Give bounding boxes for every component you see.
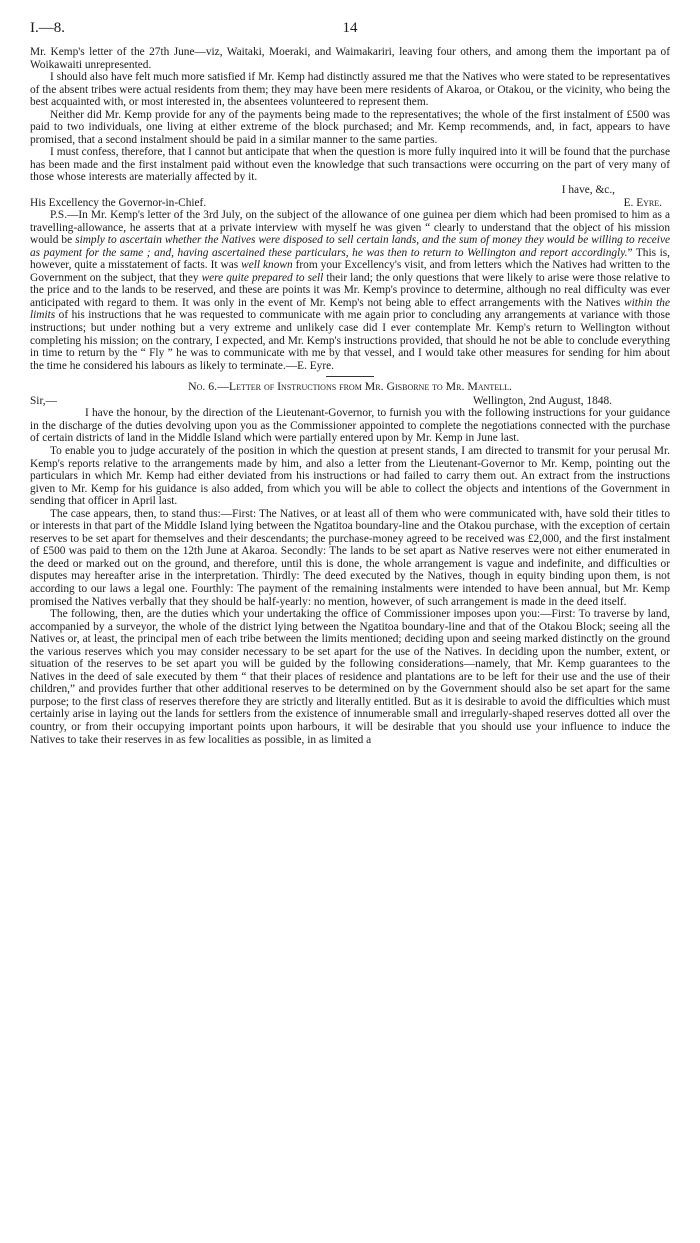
paragraph-2: I should also have felt much more satisfied if Mr. Kemp had distinctly assured me that the Natives who were stated to be representatives of the absent tribes were actual residents from them; they may have been mere residents of Akaroa, or Otakou, or the vicinity, who being the best acquainted with, or most interested in, the absentees volunteered to represent them. [30, 71, 670, 109]
ps-text-4: their land; the only questions that were likely to arise were those relative to the price and to the lands to be reserved, and these are points it was Mr. Kemp's province to determine, although no real difficulty was ever anticipated with regard to them. It was only in the event of Mr. Kemp's not being able to effect arrangements with the Natives [30, 271, 670, 309]
signature: E. Eyre. [623, 196, 662, 209]
instructions-paragraph-1: I have the honour, by the direction of the Lieutenant-Governor, to furnish you with the following instructions for your guidance in the discharge of the duties devolving upon you as the Commissioner appointed to complete the negotiations connected with the purchase of certain districts of land in the Middle Island which were partially entered upon by Mr. Kemp in June last. [30, 407, 670, 445]
date-line: Wellington, 2nd August, 1848. [473, 394, 612, 407]
page-number: 14 [342, 20, 358, 36]
ps-italic-1: simply to ascertain whether the Natives were disposed to sell certain lands, and the sum of money they would be willing to receive as payment for the same ; and, having ascertained these particulars, he was then to return to Wellington and report accordingly. [30, 234, 671, 259]
ps-italic-3: were quite prepared to sell [201, 271, 324, 284]
ps-text-1: P.S.—In Mr. Kemp's letter of the 3rd July, on the subject of the allowance of one guinea per diem which had been promised to him as a travelling-allowance, he asserts that at a private interview with myself he was given “ clearly to understand that the object of his mission would be [30, 209, 670, 247]
closing: I have, &c., [561, 184, 615, 197]
ps-text-5: of his instructions that he was requested to communicate with me again prior to concluding any arrangements at variance with those instructions; but under nothing but a very extreme and unlikely case did I ever contemplate Mr. Kemp's return to Wellington without completing his mission; on the contrary, I expected, and Mr. Kemp's instructions provided, that should he not be able to conclude everything in time to return by the “ Fly ” he was to communicate with me by that vessel, and I would take other measures for sending for him about the time he considered his labours as likely to terminate.—E. Eyre. [30, 309, 670, 372]
ps-text-2: ” This is, however, quite a misstatement of facts. It was [30, 246, 670, 272]
ps-italic-4: within the limits [30, 296, 671, 322]
paragraph-4: I must confess, therefore, that I cannot but anticipate that when the question is more fully inquired into it will be found that the purchase has been made and the first instalment paid without even the knowledge that such transactions were occurring on the part of very many of those whose interests are materially affected by it. [30, 146, 670, 184]
section-title: No. 6.—Letter of Instructions from Mr. Gisborne to Mr. Mantell. [188, 379, 512, 394]
salutation-row [30, 395, 670, 408]
document-reference: I.—8. [30, 20, 65, 36]
addressee: His Excellency the Governor-in-Chief. [30, 196, 207, 209]
salutation: Sir,— [30, 394, 57, 407]
postscript [30, 209, 670, 372]
instructions-paragraph-3: The case appears, then, to stand thus:—First: The Natives, or at least all of them who were communicated with, have sold their titles to or interests in that part of the Middle Island lying between the Ngatitoa boundary-line and the Otakou purchase, with the exception of certain reserves to be set apart for themselves and their descendants; the purchase-money agreed to be received was £2,000, and the first instalment of £500 was paid to them on the 12th June at Akaroa. Secondly: The lands to be set apart as Native reserves were not either enumerated in the deed or marked out on the ground, and therefore, until this is done, the whole arrangement is vague and indefinite, and difficulties or disputes may hereafter arise in the interpretation. Thirdly: The deed executed by the Natives, though in equity binding upon them, is not according to our laws a legal one. Fourthly: The payment of the remaining instalments were intended to have been annual, but Mr. Kemp promised the Natives verbally that they should be half-yearly: no mention, however, of such arrangement is made in the deed itself. [30, 507, 670, 608]
closing-row [30, 184, 670, 197]
paragraph-3: Neither did Mr. Kemp provide for any of the payments being made to the representatives; the whole of the first instalment of £500 was paid to two individuals, one living at either extreme of the block purchased; and Mr. Kemp recommends, and, in fact, appears to have promised, that a second instalment should be paid in a similar manner to the same parties. [30, 108, 670, 146]
paragraph-1: Mr. Kemp's letter of the 27th June—viz, Waitaki, Moeraki, and Waimakariri, leaving four others, and among them the important pa of Woikawaiti unrepresented. [30, 46, 670, 71]
section-divider [326, 376, 374, 377]
instructions-paragraph-2: To enable you to judge accurately of the position in which the question at present stands, I am directed to transmit for your perusal Mr. Kemp's reports relative to the arrangements made by him, and also a letter from the Lieutenant-Governor to Mr. Kemp, pointing out the particulars in which Mr. Kemp had either deviated from his instructions or had failed to carry them out. An extract from the instructions given to Mr. Kemp for his guidance is also added, from which you will be able to collect the objects and intentions of the Government in sending that officer in April last. [30, 444, 670, 508]
signature-row [30, 197, 670, 210]
ps-italic-2: well known [241, 259, 293, 272]
ps-text-3: from your Excellency's visit, and from letters which the Natives had written to the Government on the subject, that they [30, 259, 670, 284]
instructions-paragraph-4: The following, then, are the duties which your undertaking the office of Commissioner imposes upon you:—First: To traverse by land, accompanied by a surveyor, the whole of the district lying between the Ngatitoa boundary-line and that of the Otakou Block; seeing all the Natives or, at least, the principal men of each tribe between the limits mentioned; deciding upon and seeing marked distinctly on the ground the various reserves which you may consider necessary to be set apart for the use of the Natives. In deciding upon the number, extent, or situation of the reserves to be set apart you will be guided by the following considerations—namely, that Mr. Kemp guarantees to the Natives in the deed of sale executed by them “ that their places of residence and plantations are to be left for their use and the use of their children,” and provides further that other additional reserves to be determined on by the Government should also be set apart for the same purpose; to the first class of reserves therefore they are strictly and literally entitled. But as it is desirable to avoid the difficulties which must certainly arise in laying out the lands for settlers from the existence of innumerable small and irregularly-shaped reserves dotted all over the country, or from their occupying important points upon harbours, it will be desirable that you should use your influence to induce the Natives to take their reserves in as few localities as possible, in as limited a [30, 608, 670, 746]
page-header [30, 20, 670, 46]
